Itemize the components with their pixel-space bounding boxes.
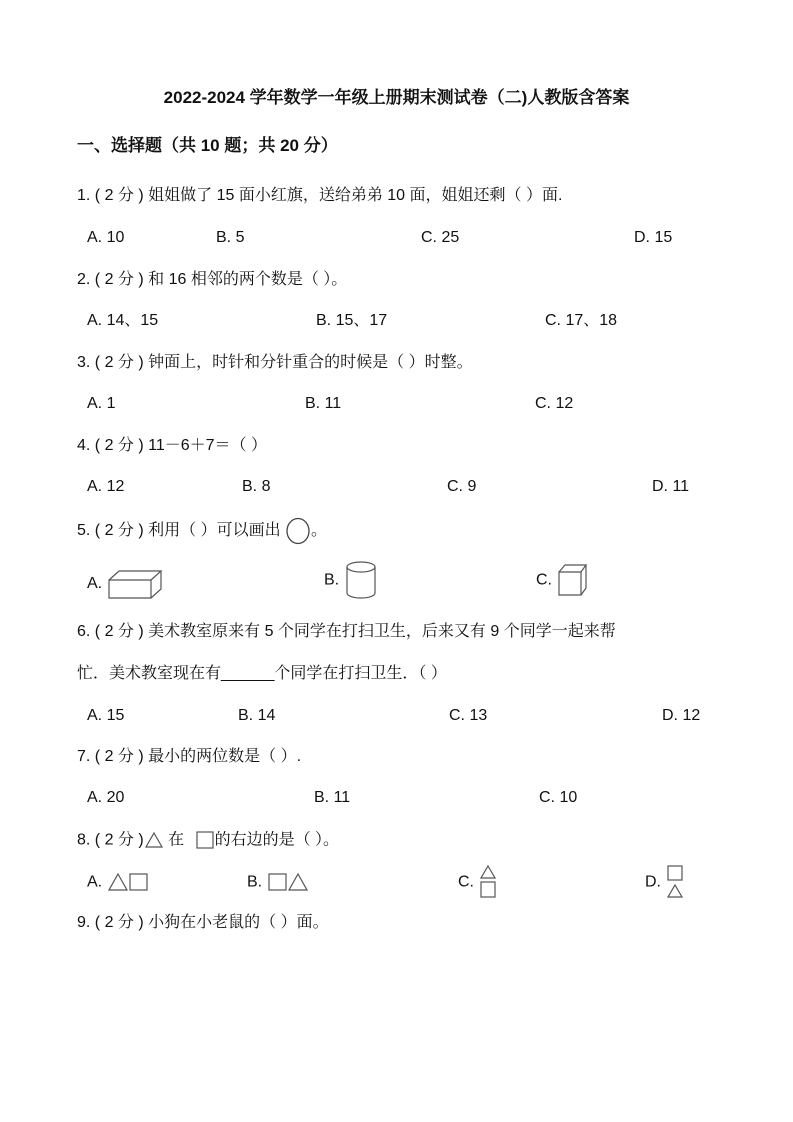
question-6-line2: 忙．美术教室现在有______个同学在打扫卫生．（ ） xyxy=(77,665,447,682)
option-d: D. 12 xyxy=(662,707,701,724)
option-a xyxy=(87,568,163,600)
option-b xyxy=(247,872,311,892)
option-c xyxy=(536,562,588,598)
section-heading: 一、选择题（共 10 题；共 20 分） xyxy=(77,136,338,155)
question-5 xyxy=(77,517,327,545)
question-4: 4. ( 2 分 ) 11－6＋7＝（ ） xyxy=(77,437,267,454)
option-label: B. xyxy=(247,873,263,891)
option-a: A. 1 xyxy=(87,395,116,412)
option-c xyxy=(458,864,498,900)
question-7: 7. ( 2 分 ) 最小的两位数是（ ）. xyxy=(77,748,302,765)
option-b: B. 15、17 xyxy=(316,312,388,329)
option-a xyxy=(87,872,151,892)
option-b: B. 11 xyxy=(305,395,342,412)
question-6: 6. ( 2 分 ) 美术教室原来有 5 个同学在打扫卫生，后来又有 9 个同学一起来帮 xyxy=(77,623,616,640)
square-triangle-icon xyxy=(267,872,311,892)
option-c: C. 17、18 xyxy=(545,312,618,329)
question-8 xyxy=(77,830,339,850)
question-3: 3. ( 2 分 ) 钟面上，时针和分针重合的时候是（ ）时整。 xyxy=(77,354,473,371)
option-label: A. xyxy=(87,873,103,891)
option-label: C. xyxy=(536,571,552,589)
option-c: C. 10 xyxy=(539,789,578,806)
cylinder-icon xyxy=(344,560,378,600)
question-5-end: 。 xyxy=(311,522,328,540)
page-title: 2022-2024 学年数学一年级上册期末测试卷（二)人教版含答案 xyxy=(163,88,630,107)
option-label: D. xyxy=(645,873,661,891)
question-8-text: 在 xyxy=(168,831,185,849)
option-c: C. 12 xyxy=(535,395,574,412)
option-b: B. 11 xyxy=(314,789,351,806)
option-b xyxy=(324,560,378,600)
option-label: B. xyxy=(324,571,340,589)
option-label: C. xyxy=(458,873,474,891)
option-label: A. xyxy=(87,575,103,593)
cuboid-icon xyxy=(107,568,163,600)
question-5-text: 5. ( 2 分 ) 利用（ ）可以画出 xyxy=(77,522,281,540)
question-1: 1. ( 2 分 ) 姐姐做了 15 面小红旗，送给弟弟 10 面，姐姐还剩（ ）面. xyxy=(77,187,563,204)
option-a: A. 15 xyxy=(87,707,125,724)
circle-icon xyxy=(285,517,311,545)
square-icon xyxy=(195,830,215,850)
question-8-text-end: 的右边的是（ ）。 xyxy=(214,831,340,849)
option-c: C. 9 xyxy=(447,478,477,495)
option-d: D. 11 xyxy=(652,478,690,495)
square-over-triangle-icon xyxy=(665,864,685,900)
option-c: C. 13 xyxy=(449,707,488,724)
option-a: A. 14、15 xyxy=(87,312,159,329)
triangle-icon xyxy=(144,830,164,850)
question-2: 2. ( 2 分 ) 和 16 相邻的两个数是（ ）。 xyxy=(77,271,348,288)
triangle-square-icon xyxy=(107,872,151,892)
option-b: B. 8 xyxy=(242,478,271,495)
option-c: C. 25 xyxy=(421,229,460,246)
option-d xyxy=(645,864,685,900)
triangle-over-square-icon xyxy=(478,864,498,900)
option-a: A. 20 xyxy=(87,789,125,806)
option-b: B. 14 xyxy=(238,707,276,724)
option-a: A. 10 xyxy=(87,229,125,246)
option-a: A. 12 xyxy=(87,478,125,495)
option-d: D. 15 xyxy=(634,229,673,246)
question-9: 9. ( 2 分 ) 小狗在小老鼠的（ ）面。 xyxy=(77,914,329,931)
option-b: B. 5 xyxy=(216,229,245,246)
cube-icon xyxy=(556,562,588,598)
question-8-number: 8. ( 2 分 ) xyxy=(77,831,144,849)
